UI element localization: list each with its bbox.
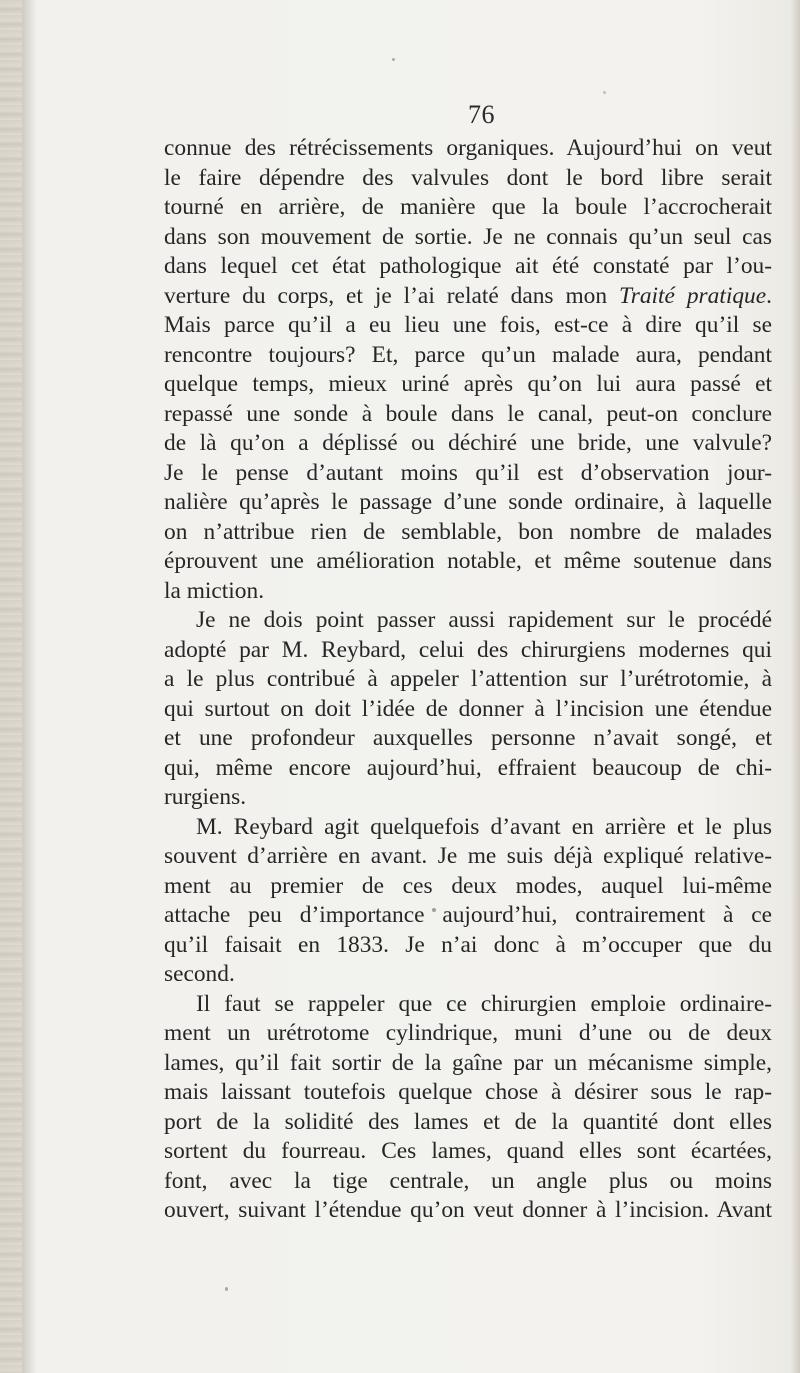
text-line: ment au premier de ces deux modes, auquel lui-même xyxy=(164,872,772,899)
ink-speck xyxy=(392,58,395,61)
text-line: attache peu d’importance aujourd’hui, contrairement à ce xyxy=(164,902,772,928)
text-line: et une profondeur auxquelles personne n’avait songé, et xyxy=(164,725,772,751)
text-line: adopté par M. Reybard, celui des chirurgiens modernes qui xyxy=(164,636,772,663)
text-segment: . xyxy=(766,282,772,309)
text-line: ment un urétrotome cylindrique, muni d’une ou de deux xyxy=(164,1020,772,1046)
text-segment: verture du corps, et je l’ai relaté dans mon xyxy=(164,282,620,309)
body-text xyxy=(164,134,772,1226)
text-line: qui surtout on doit l’idée de donner à l’incision une étendue xyxy=(164,695,772,722)
text-line: Je le pense d’autant moins qu’il est d’observation jour- xyxy=(164,459,772,486)
text-line: ouvert, suivant l’étendue qu’on veut donner à l’incision. Avant xyxy=(164,1197,772,1223)
text-line: la miction. xyxy=(164,577,265,604)
text-line: dans son mouvement de sortie. Je ne connais qu’un seul cas xyxy=(164,223,772,250)
text-line: Je ne dois point passer aussi rapidement sur le procédé xyxy=(196,607,772,633)
text-line: qu’il faisait en 1833. Je n’ai donc à m’occuper que du xyxy=(164,931,772,958)
text-line: repassé une sonde à boule dans le canal, peut-on conclure xyxy=(164,400,772,427)
page-binding-edge xyxy=(0,0,22,1373)
text-line: second. xyxy=(164,961,235,987)
text-line: font, avec la tige centrale, un angle plus ou moins xyxy=(164,1167,772,1194)
text-line: mais laissant toutefois quelque chose à désirer sous le rap- xyxy=(164,1079,772,1105)
ink-speck xyxy=(603,91,606,94)
text-line: a le plus contribué à appeler l’attention sur l’urétrotomie, à xyxy=(164,666,772,692)
text-line: le faire dépendre des valvules dont le bord libre serait xyxy=(164,164,772,191)
text-line: rencontre toujours? Et, parce qu’un malade aura, pendant xyxy=(164,341,772,368)
text-line xyxy=(164,282,772,312)
text-line: nalière qu’après le passage d’une sonde ordinaire, à laquelle xyxy=(164,489,772,515)
ink-speck xyxy=(225,1287,228,1291)
text-line: rurgiens. xyxy=(164,784,247,810)
text-line: on n’attribue rien de semblable, bon nombre de malades xyxy=(164,518,772,545)
text-line: souvent d’arrière en avant. Je me suis déjà expliqué relative- xyxy=(164,843,772,869)
binding-shadow xyxy=(22,0,36,1373)
text-line: tourné en arrière, de manière que la boule l’accrocherait xyxy=(164,194,772,220)
text-line: port de la solidité des lames et de la quantité dont elles xyxy=(164,1108,772,1135)
text-line: de là qu’on a déplissé ou déchiré une bride, une valvule? xyxy=(164,430,772,456)
text-line: éprouvent une amélioration notable, et même soutenue dans xyxy=(164,548,772,574)
text-line: dans lequel cet état pathologique ait été constaté par l’ou- xyxy=(164,253,772,279)
text-line: Mais parce qu’il a eu lieu une fois, est-ce à dire qu’il se xyxy=(164,312,772,338)
text-line: connue des rétrécissements organiques. Aujourd’hui on veut xyxy=(164,135,772,161)
book-title-italic: Traité pratique xyxy=(619,282,767,309)
text-line: quelque temps, mieux uriné après qu’on lui aura passé et xyxy=(164,371,772,397)
text-line: qui, même encore aujourd’hui, effraient beaucoup de chi- xyxy=(164,754,772,781)
page-number: 76 xyxy=(468,100,495,129)
page-right-edge xyxy=(790,0,800,1373)
text-line: sortent du fourreau. Ces lames, quand elles sont écartées, xyxy=(164,1138,772,1164)
text-line: M. Reybard agit quelquefois d’avant en arrière et le plus xyxy=(196,813,772,840)
text-line: Il faut se rappeler que ce chirurgien emploie ordinaire- xyxy=(196,990,772,1017)
text-line: lames, qu’il fait sortir de la gaîne par un mécanisme simple, xyxy=(164,1049,772,1076)
